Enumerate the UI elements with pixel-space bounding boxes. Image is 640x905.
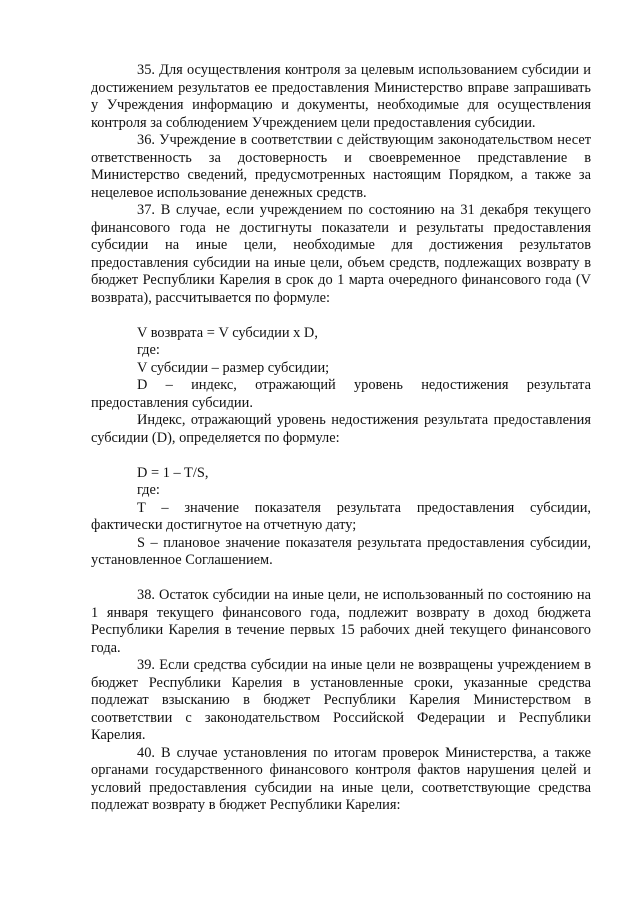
paragraph-35: 35. Для осуществления контроля за целевым использованием субсидии и достижением результатов ее предоставления Министерство вправе запрашивать у Учреждения информацию и документы, необходимые для осуществления контроля за соблюдением Учреждением цели предоставления субсидии.	[91, 62, 591, 131]
where-label: где:	[137, 342, 160, 358]
spacer	[91, 447, 591, 465]
spacer	[91, 570, 591, 588]
paragraph-37: 37. В случае, если учреждением по состоянию на 31 декабря текущего финансового года не достигнуты показатели и результаты предоставления субсидии на иные цели, необходимые для достижения результатов предоставления субсидии на иные цели, объем средств, подлежащих возврату в бюджет Республики Карелия в срок до 1 марта очередного финансового года (V возврата), рассчитывается по формуле:	[91, 202, 591, 306]
paragraph-36: 36. Учреждение в соответствии с действующим законодательством несет ответственность за достоверность и своевременное представление в Министерство сведений, предусмотренных настоящим Порядком, а также за нецелевое использование денежных средств.	[91, 132, 591, 201]
formula-d: D = 1 – T/S,	[137, 464, 209, 481]
definition-d-index: D – индекс, отражающий уровень недостижения результата предоставления субсидии.	[91, 377, 591, 411]
definition-s: S – плановое значение показателя результата предоставления субсидии, установленное Соглашением.	[91, 534, 591, 568]
where-label: где:	[137, 482, 160, 498]
paragraph-40: 40. В случае установления по итогам проверок Министерства, а также органами государственного финансового контроля фактов нарушения целей и условий предоставления субсидии на иные цели, соответствующие средства подлежат возврату в бюджет Республики Карелия:	[91, 744, 591, 813]
paragraph-39: 39. Если средства субсидии на иные цели не возвращены учреждением в бюджет Республики Карелия в установленные сроки, указанные средства подлежат взысканию в бюджет Республики Карелия Министерством в соответствии с законодательством Российской Федерации и Республики Карелия.	[91, 657, 591, 743]
spacer	[91, 307, 591, 325]
index-formula-intro: Индекс, отражающий уровень недостижения результата предоставления субсидии (D), определяется по формуле:	[91, 412, 591, 446]
definition-v-subsidy: V субсидии – размер субсидии;	[137, 359, 330, 376]
definition-t: T – значение показателя результата предоставления субсидии, фактически достигнутое на отчетную дату;	[91, 499, 591, 533]
paragraph-38: 38. Остаток субсидии на иные цели, не использованный по состоянию на 1 января текущего финансового года, подлежит возврату в доход бюджета Республики Карелия в течение первых 15 рабочих дней текущего финансового года.	[91, 587, 591, 656]
formula-v-return: V возврата = V субсидии x D,	[137, 324, 318, 341]
